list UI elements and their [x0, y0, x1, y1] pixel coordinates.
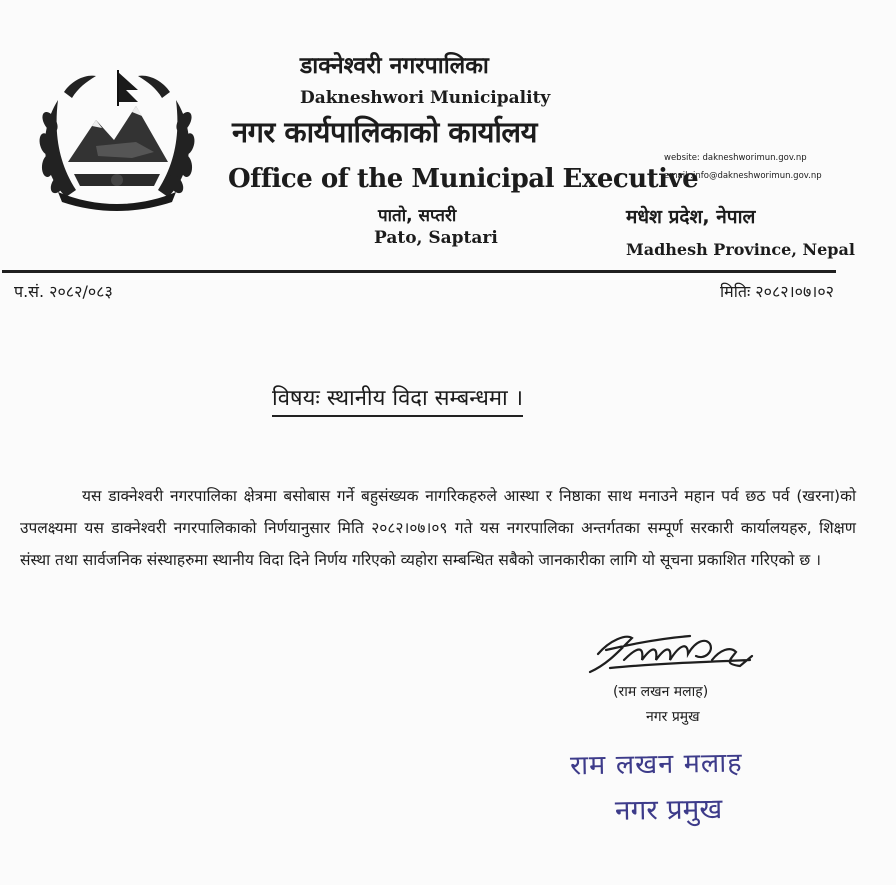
location-nepali: पातो, सप्तरी: [378, 206, 457, 226]
stamp-title: नगर प्रमुख: [614, 792, 723, 827]
province-nepali: मधेश प्रदेश, नेपाल: [626, 206, 756, 228]
email-text: email :info@dakneshworimun.gov.np: [664, 171, 822, 181]
stamp-name: राम लखन मलाह: [569, 747, 743, 782]
municipality-name-english: Dakneshwori Municipality: [300, 88, 551, 108]
municipality-name-nepali: डाक्नेश्वरी नगरपालिका: [300, 53, 489, 79]
reference-number: प.सं. २०८२/०८३: [14, 282, 113, 301]
letter-body: यस डाक्नेश्वरी नगरपालिका क्षेत्रमा बसोबास गर्ने बहुसंख्यक नागरिकहरुले आस्था र निष्ठाका साथ मनाउने महान पर्व छठ पर्व (खरना)को उपलक्ष्यमा यस डाक्नेश्वरी नगरपालिकाको निर्णयानुसार मिति २०८२।०७।०९ गते यस नगरपालिका अन्तर्गतका सम्पूर्ण सरकारी कार्यालयहरु, शिक्षण संस्था तथा सार्वजनिक संस्थाहरुमा स्थानीय विदा दिने निर्णय गरिएको व्यहोरा सम्बन्धित सबैको जानकारीका लागि यो सूचना प्रकाशित गरिएको छ ।: [20, 487, 856, 569]
office-name-english: Office of the Municipal Executive: [228, 164, 699, 194]
header-divider: [2, 270, 836, 273]
signatory-title: नगर प्रमुख: [646, 709, 700, 725]
location-english: Pato, Saptari: [374, 228, 498, 248]
letter-subject: विषयः स्थानीय विदा सम्बन्धमा ।: [272, 384, 523, 417]
province-english: Madhesh Province, Nepal: [626, 240, 855, 259]
handwritten-signature: [580, 620, 770, 680]
signatory-name: (राम लखन मलाह): [613, 684, 709, 700]
letter-date: मितिः २०८२।०७।०२: [720, 282, 834, 301]
nepal-emblem-icon: [36, 62, 198, 212]
website-text: website: dakneshworimun.gov.np: [664, 153, 807, 163]
office-name-nepali: नगर कार्यपालिकाको कार्यालय: [232, 115, 537, 149]
